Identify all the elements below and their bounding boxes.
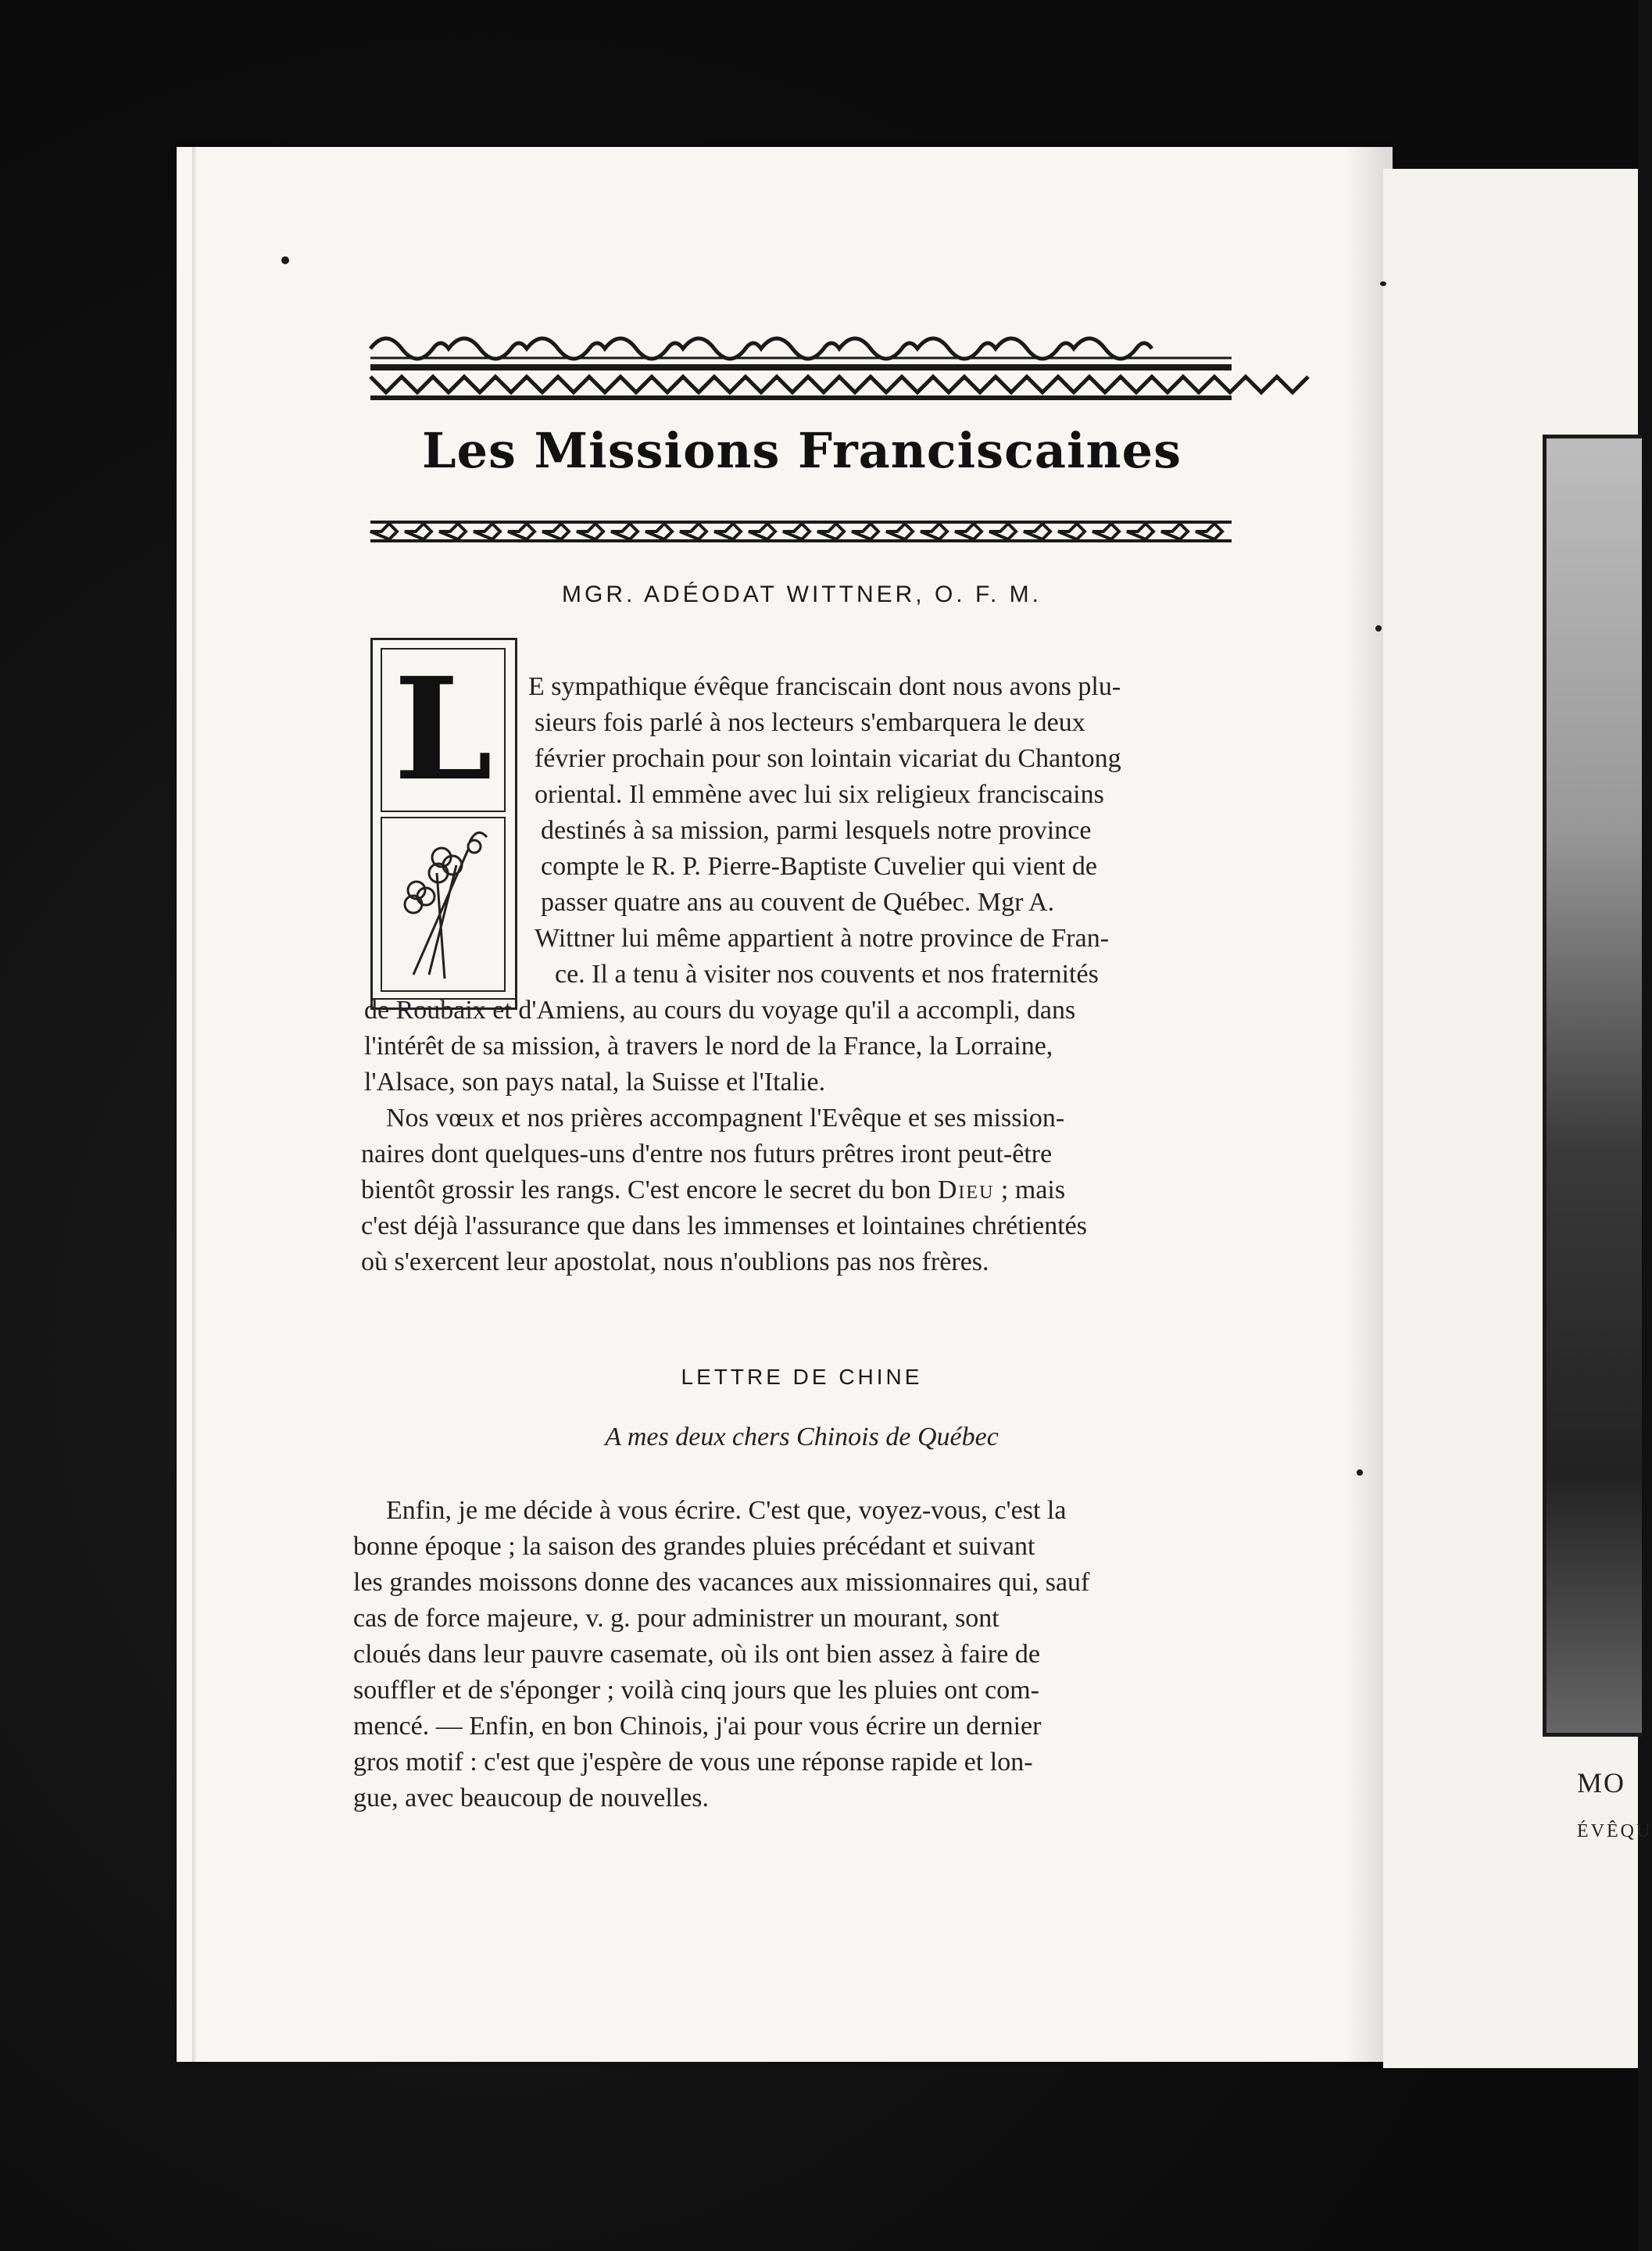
body-line: l'Alsace, son pays natal, la Suisse et l'Italie. bbox=[364, 1068, 826, 1097]
letter-dedication: A mes deux chers Chinois de Québec bbox=[605, 1423, 999, 1451]
body-line: destinés à sa mission, parmi lesquels notre province bbox=[541, 816, 1092, 845]
scan-speck bbox=[1375, 625, 1382, 632]
scan-speck bbox=[1357, 1469, 1363, 1476]
body-line: Wittner lui même appartient à notre province de Fran- bbox=[535, 924, 1110, 953]
scan-speck bbox=[1380, 281, 1386, 286]
body-line: E sympathique évêque franciscain dont nous avons plu- bbox=[528, 672, 1121, 701]
body-line: passer quatre ans au couvent de Québec. Mgr A. bbox=[541, 888, 1055, 917]
portrait-photo bbox=[1543, 435, 1642, 1737]
body-line: mencé. — Enfin, en bon Chinois, j'ai pour vous écrire un dernier bbox=[353, 1712, 1042, 1741]
body-line: bonne époque ; la saison des grandes pluies précédant et suivant bbox=[353, 1532, 1035, 1561]
flower-illustration bbox=[381, 817, 506, 992]
body-line: oriental. Il emmène avec lui six religieux franciscains bbox=[535, 780, 1104, 809]
divine-name: Dieu bbox=[937, 1176, 995, 1204]
body-line: cas de force majeure, v. g. pour administrer un mourant, sont bbox=[353, 1604, 999, 1633]
drop-cap-letter: L bbox=[381, 648, 506, 812]
forget-me-not-icon bbox=[382, 818, 504, 990]
body-line: Nos vœux et nos prières accompagnent l'Evêque et ses mission- bbox=[386, 1104, 1065, 1133]
divider-ornament-band bbox=[370, 516, 1232, 547]
body-line: Enfin, je me décide à vous écrire. C'est que, voyez-vous, c'est la bbox=[386, 1496, 1067, 1525]
body-line: où s'exercent leur apostolat, nous n'oublions pas nos frères. bbox=[361, 1247, 989, 1276]
body-line: ce. Il a tenu à visiter nos couvents et nos fraternités bbox=[555, 960, 1099, 989]
body-line: sieurs fois parlé à nos lecteurs s'embarquera le deux bbox=[535, 708, 1085, 737]
body-line: gue, avec beaucoup de nouvelles. bbox=[353, 1784, 710, 1813]
photo-caption-name: MO bbox=[1577, 1767, 1626, 1798]
top-ornament-band bbox=[370, 313, 1232, 406]
body-line: compte le R. P. Pierre-Baptiste Cuvelier qui vient de bbox=[541, 852, 1097, 881]
drop-cap-frame bbox=[370, 638, 517, 1010]
body-line: les grandes moissons donne des vacances aux missionnaires qui, sauf bbox=[353, 1568, 1090, 1597]
article-subtitle: MGR. ADÉODAT WITTNER, O. F. M. bbox=[562, 582, 1042, 607]
page-title: Les Missions Franciscaines bbox=[422, 422, 1182, 479]
body-line bbox=[361, 1172, 1065, 1208]
page-edge bbox=[192, 147, 197, 2062]
body-text: ; mais bbox=[994, 1176, 1066, 1204]
section-heading: LETTRE DE CHINE bbox=[681, 1365, 923, 1389]
scan-speck bbox=[281, 256, 289, 264]
body-text: bientôt grossir les rangs. C'est encore le secret du bon bbox=[361, 1176, 938, 1204]
body-line: cloués dans leur pauvre casemate, où ils ont bien assez à faire de bbox=[353, 1640, 1040, 1669]
body-line: février prochain pour son lointain vicariat du Chantong bbox=[535, 744, 1121, 773]
body-line: de Roubaix et d'Amiens, au cours du voyage qu'il a accompli, dans bbox=[364, 996, 1076, 1025]
photo-caption-title: ÉVÊQU bbox=[1577, 1821, 1652, 1841]
body-line: gros motif : c'est que j'espère de vous une réponse rapide et lon- bbox=[353, 1748, 1033, 1777]
body-line: souffler et de s'éponger ; voilà cinq jours que les pluies ont com- bbox=[353, 1676, 1039, 1705]
body-line: l'intérêt de sa mission, à travers le nord de la France, la Lorraine, bbox=[364, 1032, 1053, 1061]
body-line: naires dont quelques-uns d'entre nos futurs prêtres iront peut-être bbox=[361, 1140, 1053, 1168]
flourish-row bbox=[370, 338, 1232, 359]
body-line: c'est déjà l'assurance que dans les immenses et lointaines chrétientés bbox=[361, 1211, 1087, 1240]
